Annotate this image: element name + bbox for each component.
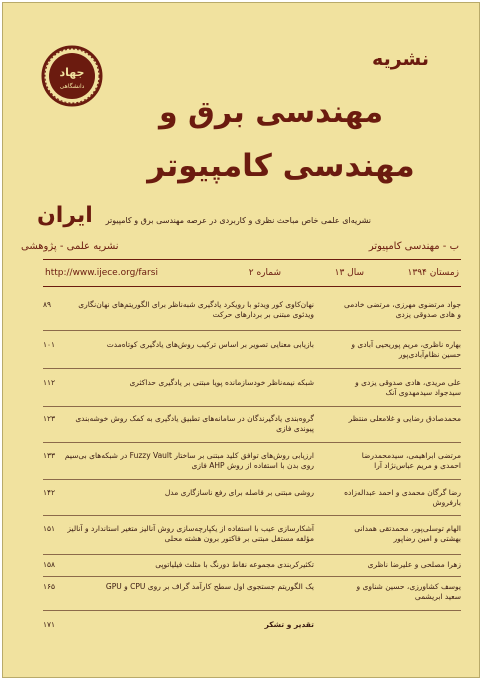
divider (43, 442, 461, 443)
toc-title: شبکه نیمه‌ناظر خودسازمانده پویا مبتنی بر یادگیری حداکثری (129, 378, 314, 387)
toc-title: گروه‌بندی یادگیرندگان در سامانه‌های تطبیق یادگیری به کمک روش خوشه‌بندی پیوندی فازی (75, 414, 314, 433)
divider (43, 368, 461, 369)
toc-page: ۱۵۸ (43, 560, 56, 569)
toc-title: روشی مبتنی بر فاصله برای رفع ناسازگاری مدل (164, 488, 314, 497)
year-label: سال ۱۳ (334, 268, 364, 278)
toc-page: ۱۲۳ (43, 414, 56, 423)
divider (43, 406, 461, 407)
toc-title: تکثیرکربندی مجموعه نقاط دورنگ با مثلث فیلیاتوپی (155, 560, 314, 569)
website-link[interactable]: http://www.ijece.org/farsi (45, 268, 158, 278)
toc-page: ۱۳۳ (43, 451, 56, 460)
section-label: ب - مهندسی کامپیوتر (368, 241, 459, 252)
toc-title: آشکارسازی عیب با استفاده از یکپارچه‌سازی روش آنالیز متغیر استاندارد و آنالیز مؤلفه مستقل مبتنی بر فاکتور برون هشته محلی (67, 524, 314, 543)
toc-authors: الهام توسلی‌پور، محمدتقی همدانی بهشتی و امین رضاپور (354, 524, 461, 543)
toc-page: ۱۱۲ (43, 378, 56, 387)
divider (43, 330, 461, 331)
toc-authors: علی مریدی، هادی صدوقی یزدی و سیدجواد سیدمهدوی آنک (355, 378, 461, 397)
toc-title: بازیابی معنایی تصویر بر اساس ترکیب روش‌های یادگیری کوتاه‌مدت (106, 340, 314, 349)
journal-cover (2, 2, 480, 678)
title-line-3: ایران (37, 203, 93, 228)
toc-title: تقدیر و تشکر (264, 620, 314, 629)
divider (43, 479, 461, 480)
divider (43, 554, 461, 555)
divider (43, 286, 461, 287)
issue-row (45, 268, 459, 282)
title-line-1: مهندسی برق و (158, 95, 384, 130)
toc-authors: مرتضی ابراهیمی، سیدمحمدرضا احمدی و مریم عباس‌نژاد آرا (361, 451, 461, 470)
season-label: زمستان ۱۳۹۴ (407, 268, 459, 278)
title-line-2: مهندسی کامپیوتر (147, 148, 415, 184)
toc-page: ۱۶۵ (43, 582, 56, 591)
journal-label: نشریه (372, 48, 429, 70)
toc-page: ۱۴۲ (43, 488, 56, 497)
toc-authors: جواد مرتضوی مهرزی، مرتضی خادمی و هادی صدوقی یزدی (343, 300, 461, 319)
divider (43, 259, 461, 260)
toc-authors: رضا گرگان محمدی و احمد عبداله‌زاده بارفروش (344, 488, 461, 507)
divider (43, 515, 461, 516)
toc-page: ۱۰۱ (43, 340, 56, 349)
toc-authors: محمدصادق رضایی و غلامعلی منتظر (348, 414, 461, 423)
divider (43, 610, 461, 611)
toc-title: یک الگوریتم جستجوی اول سطح کارآمد گراف بر روی CPU و GPU (105, 582, 314, 591)
toc-title: نهان‌کاوی کور ویدئو با رویکرد یادگیری شبه‌ناظر برای الگوریتم‌های نهان‌نگاری ویدئوی مبتنی بر بردارهای حرکت (78, 300, 314, 319)
divider (43, 576, 461, 577)
svg-text:جهاد: جهاد (59, 66, 85, 79)
toc-page: ۱۵۱ (43, 524, 56, 533)
toc-title: ارزیابی روش‌های توافق کلید مبتنی بر ساختار Fuzzy Vault در شبکه‌های بی‌سیم روی بدن با استفاده از روش AHP فازی (64, 451, 314, 470)
section-row (21, 241, 459, 255)
toc-authors: بهاره ناظری، مریم پوریحیی آبادی و حسین نظام‌آبادی‌پور (351, 340, 461, 359)
rank-label: نشریه علمی - پژوهشی (21, 241, 119, 252)
toc-authors: یوسف کشاورزی، حسین شناوی و سعید ابریشمی (356, 582, 461, 601)
svg-text:دانشگاهی: دانشگاهی (59, 83, 85, 90)
toc-page: ۱۷۱ (43, 620, 56, 629)
toc-page: ۸۹ (43, 300, 52, 309)
toc-authors: زهرا مصلحی و علیرضا ناظری (367, 560, 461, 569)
journal-subtitle: نشریه‌ای علمی خاص مباحث نظری و کاربردی در عرصه مهندسی برق و کامپیوتر (105, 216, 371, 225)
issue-label: شماره ۲ (248, 268, 281, 278)
